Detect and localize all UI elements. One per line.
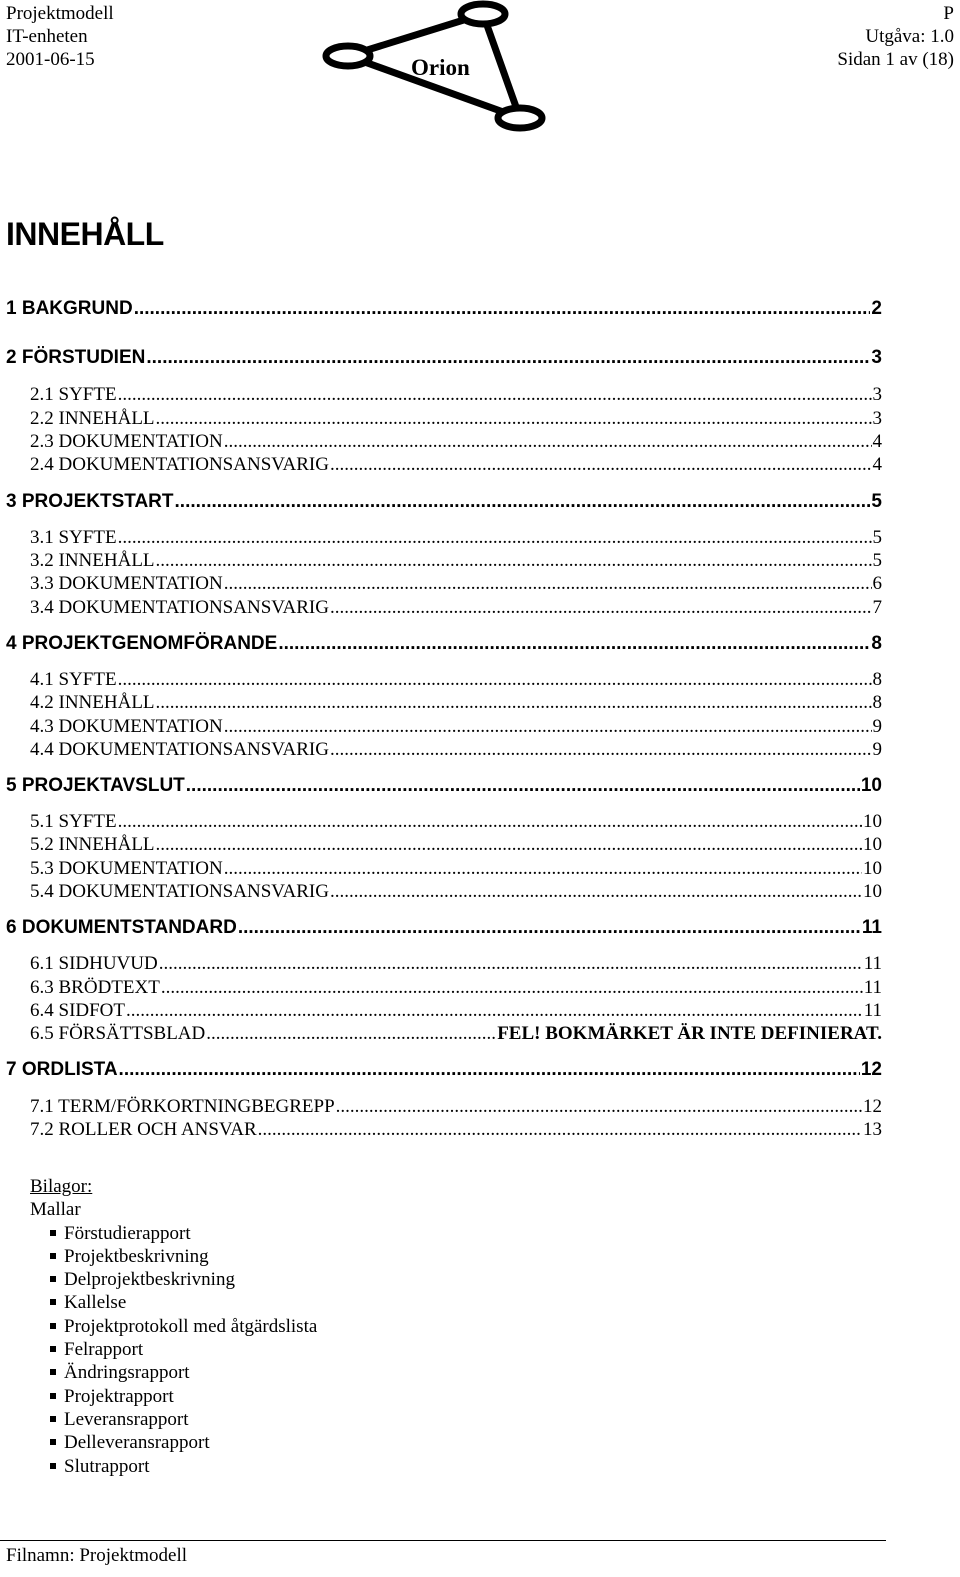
toc-entry-section[interactable] (30, 834, 882, 856)
toc-entry-page: 10 (863, 811, 882, 832)
toc-entry-label: 4.2 INNEHÅLL (30, 692, 155, 713)
toc-entry-page: 10 (863, 834, 882, 855)
toc-entry-label: 5.4 DOKUMENTATIONSANSVARIG (30, 881, 329, 902)
toc-leader-dots (118, 527, 872, 549)
toc-entry-section[interactable] (30, 454, 882, 476)
toc-entry-page: 3 (872, 408, 882, 429)
template-name: Projektbeskrivning (64, 1245, 209, 1267)
orion-logo (318, 0, 568, 140)
toc-leader-dots (134, 298, 871, 320)
toc-entry-label: 2.4 DOKUMENTATIONSANSVARIG (30, 454, 329, 475)
toc-leader-dots (156, 834, 862, 856)
template-name: Delprojektbeskrivning (64, 1269, 235, 1291)
toc-entry-section[interactable] (30, 431, 882, 453)
toc-leader-dots (206, 1023, 496, 1045)
toc-entry-section[interactable] (30, 716, 882, 738)
template-list-item (30, 1315, 317, 1338)
toc-entry-section[interactable] (30, 858, 882, 880)
toc-entry-label: 3.2 INNEHÅLL (30, 550, 155, 571)
toc-leader-dots (156, 550, 872, 572)
toc-entry-section[interactable] (30, 408, 882, 430)
square-bullet-icon (50, 1253, 56, 1259)
toc-entry-label: 6.3 BRÖDTEXT (30, 977, 160, 998)
toc-entry-page: 9 (872, 739, 882, 760)
toc-leader-dots (224, 858, 862, 880)
toc-leader-dots (330, 597, 872, 619)
toc-entry-page: 4 (872, 454, 882, 475)
toc-entry-label: 3.4 DOKUMENTATIONSANSVARIG (30, 597, 329, 618)
toc-entry-label: 2.1 SYFTE (30, 384, 117, 405)
toc-entry-page: 5 (871, 491, 882, 512)
template-list-item (30, 1291, 317, 1314)
page-title: INNEHÅLL (6, 216, 164, 252)
template-name: Projektprotokoll med åtgärdslista (64, 1315, 318, 1337)
toc-entry-label: 4.3 DOKUMENTATION (30, 716, 223, 737)
toc-entry-section[interactable] (30, 669, 882, 691)
square-bullet-icon (50, 1369, 56, 1375)
toc-entry-page: 11 (861, 917, 882, 938)
template-list-item (30, 1338, 317, 1361)
template-name: Projektrapport (64, 1385, 174, 1407)
toc-entry-page: 3 (871, 347, 882, 368)
toc-entry-page: 10 (863, 881, 882, 902)
toc-entry-section[interactable] (30, 384, 882, 406)
toc-leader-dots (238, 917, 861, 939)
toc-entry-section[interactable] (30, 1000, 882, 1022)
toc-leader-dots (336, 1096, 862, 1118)
toc-entry-page: 8 (872, 669, 882, 690)
toc-leader-dots (330, 739, 872, 761)
header-code: P (943, 3, 954, 24)
toc-entry-chapter[interactable] (6, 1059, 882, 1081)
toc-entry-page: 8 (872, 692, 882, 713)
appendices (30, 1175, 317, 1478)
template-name: Slutrapport (64, 1455, 150, 1477)
toc-leader-dots (118, 811, 862, 833)
toc-entry-label: 2.2 INNEHÅLL (30, 408, 155, 429)
toc-entry-page: 13 (863, 1119, 882, 1140)
template-list-item (30, 1408, 317, 1431)
header-department: IT-enheten (6, 26, 88, 47)
toc-entry-label: 3.1 SYFTE (30, 527, 117, 548)
toc-entry-label: 1 BAKGRUND (6, 298, 133, 319)
square-bullet-icon (50, 1230, 56, 1236)
toc-entry-label: 4.4 DOKUMENTATIONSANSVARIG (30, 739, 329, 760)
square-bullet-icon (50, 1416, 56, 1422)
toc-entry-page: 6 (872, 573, 882, 594)
toc-leader-dots (159, 953, 863, 975)
template-list-item (30, 1222, 317, 1245)
toc-entry-page: 11 (863, 1000, 882, 1021)
square-bullet-icon (50, 1463, 56, 1469)
toc-entry-label: 5.2 INNEHÅLL (30, 834, 155, 855)
square-bullet-icon (50, 1439, 56, 1445)
toc-entry-section[interactable] (30, 692, 882, 714)
header-page-count: Sidan 1 av (18) (837, 49, 954, 70)
toc-leader-dots (156, 692, 872, 714)
toc-entry-label: 5 PROJEKTAVSLUT (6, 775, 185, 796)
toc-leader-dots (224, 716, 872, 738)
template-list-item (30, 1245, 317, 1268)
square-bullet-icon (50, 1299, 56, 1305)
template-list-item (30, 1385, 317, 1408)
header-left (6, 2, 114, 71)
toc-leader-dots (156, 408, 872, 430)
toc-leader-dots (175, 491, 871, 513)
templates-list (30, 1222, 317, 1478)
template-name: Förstudierapport (64, 1222, 191, 1244)
toc-entry-section[interactable] (30, 597, 882, 619)
toc-entry-chapter[interactable] (6, 917, 882, 939)
toc-entry-page: 2 (871, 298, 882, 319)
toc-entry-page: 9 (872, 716, 882, 737)
toc-leader-dots (224, 573, 872, 595)
toc-entry-section[interactable] (30, 1119, 882, 1141)
toc-entry-label: 6.1 SIDHUVUD (30, 953, 158, 974)
toc-leader-dots (186, 775, 860, 797)
toc-entry-section[interactable] (30, 550, 882, 572)
square-bullet-icon (50, 1323, 56, 1329)
toc-entry-page: 10 (860, 775, 882, 796)
toc-entry-label: 2 FÖRSTUDIEN (6, 347, 146, 368)
toc-entry-label: 2.3 DOKUMENTATION (30, 431, 223, 452)
logo-text: Orion (411, 55, 470, 80)
toc-entry-label: 3 PROJEKTSTART (6, 491, 174, 512)
toc-entry-page: 10 (863, 858, 882, 879)
square-bullet-icon (50, 1276, 56, 1282)
toc-entry-section[interactable] (30, 811, 882, 833)
toc-entry-label: 7 ORDLISTA (6, 1059, 118, 1080)
toc-entry-label: 6.5 FÖRSÄTTSBLAD (30, 1023, 206, 1044)
toc-entry-section[interactable] (30, 977, 882, 999)
toc-entry-label: 4.1 SYFTE (30, 669, 117, 690)
template-list-item (30, 1361, 317, 1384)
footer-divider (0, 1540, 886, 1541)
toc-entry-page: 3 (872, 384, 882, 405)
toc-leader-dots (330, 881, 862, 903)
header-date: 2001-06-15 (6, 49, 95, 70)
toc-entry-section[interactable] (30, 953, 882, 975)
template-list-item (30, 1431, 317, 1454)
toc-leader-dots (330, 454, 872, 476)
toc-entry-label: 5.3 DOKUMENTATION (30, 858, 223, 879)
toc-leader-dots (119, 1059, 860, 1081)
toc-entry-page: 5 (872, 550, 882, 571)
toc-entry-label: 3.3 DOKUMENTATION (30, 573, 223, 594)
toc-entry-chapter[interactable] (6, 491, 882, 513)
toc-entry-section[interactable] (30, 1096, 882, 1118)
templates-heading: Mallar (30, 1199, 81, 1221)
toc-leader-dots (161, 977, 863, 999)
template-name: Ändringsrapport (64, 1362, 190, 1384)
square-bullet-icon (50, 1393, 56, 1399)
template-name: Felrapport (64, 1339, 144, 1361)
toc-leader-dots (118, 384, 872, 406)
toc-entry-label: 4 PROJEKTGENOMFÖRANDE (6, 633, 278, 654)
toc-leader-dots (278, 633, 870, 655)
toc-entry-section[interactable] (30, 881, 882, 903)
toc-entry-section[interactable] (30, 1023, 882, 1045)
toc-entry-label: 7.1 TERM/FÖRKORTNINGBEGREPP (30, 1096, 335, 1117)
toc-entry-page: 5 (872, 527, 882, 548)
toc-entry-section[interactable] (30, 573, 882, 595)
toc-leader-dots (258, 1119, 862, 1141)
toc-entry-page: 8 (871, 633, 882, 654)
toc-entry-section[interactable] (30, 739, 882, 761)
toc-entry-page: 12 (860, 1059, 882, 1080)
toc-entry-page: 11 (863, 977, 882, 998)
toc-entry-page: 7 (872, 597, 882, 618)
toc-entry-page: FEL! BOKMÄRKET ÄR INTE DEFINIERAT. (497, 1023, 882, 1044)
toc-leader-dots (224, 431, 872, 453)
toc-entry-label: 7.2 ROLLER OCH ANSVAR (30, 1119, 257, 1140)
toc-entry-chapter[interactable] (6, 775, 882, 797)
toc-entry-section[interactable] (30, 527, 882, 549)
toc-entry-chapter[interactable] (6, 347, 882, 369)
header-version: Utgåva: 1.0 (865, 26, 954, 47)
toc-entry-page: 4 (872, 431, 882, 452)
toc-entry-chapter[interactable] (6, 298, 882, 320)
appendices-heading: Bilagor: (30, 1176, 93, 1197)
toc-entry-label: 6.4 SIDFOT (30, 1000, 126, 1021)
template-name: Delleveransrapport (64, 1432, 210, 1454)
toc-entry-chapter[interactable] (6, 633, 882, 655)
toc-entry-page: 12 (863, 1096, 882, 1117)
template-name: Leveransrapport (64, 1408, 189, 1430)
template-name: Kallelse (64, 1292, 127, 1314)
toc-leader-dots (126, 1000, 863, 1022)
toc-entry-label: 5.1 SYFTE (30, 811, 117, 832)
square-bullet-icon (50, 1346, 56, 1352)
footer-filename: Filnamn: Projektmodell (6, 1545, 188, 1566)
toc-leader-dots (118, 669, 872, 691)
template-list-item (30, 1455, 317, 1478)
header-project-name: Projektmodell (6, 3, 114, 24)
template-list-item (30, 1268, 317, 1291)
toc-entry-label: 6 DOKUMENTSTANDARD (6, 917, 237, 938)
header-right (837, 2, 954, 71)
toc-entry-page: 11 (863, 953, 882, 974)
toc-leader-dots (146, 347, 870, 369)
